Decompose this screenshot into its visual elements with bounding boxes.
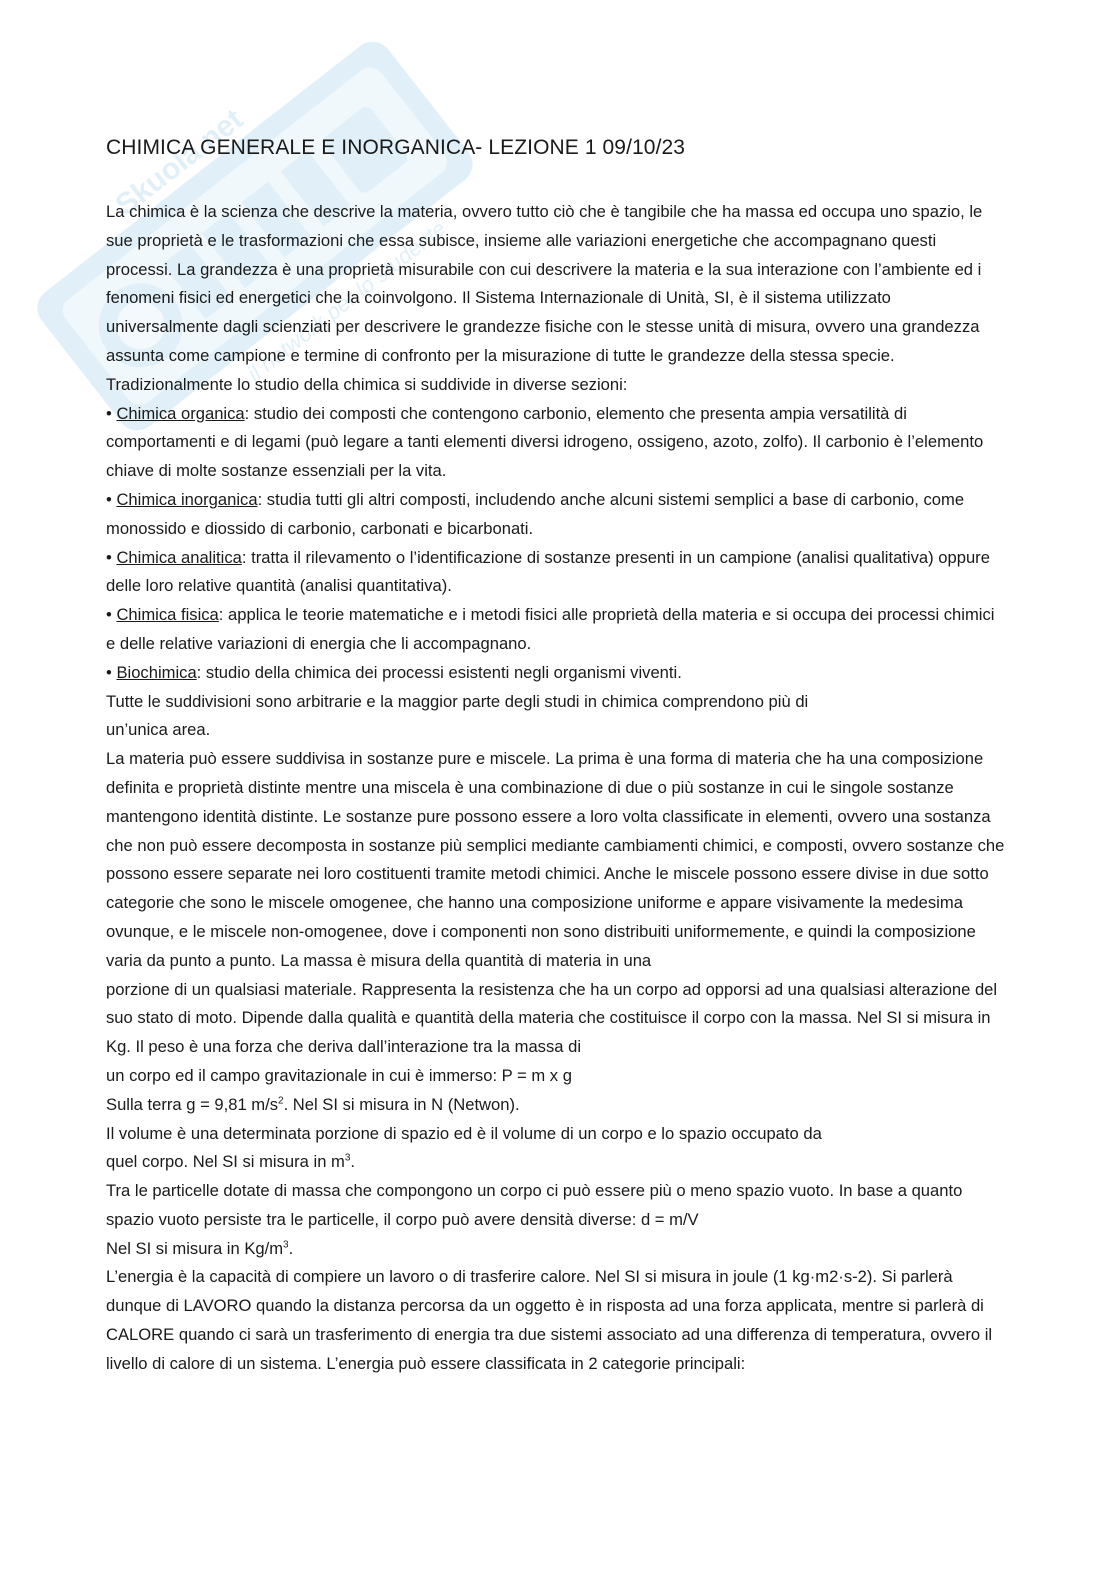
gravity-exponent: 2	[278, 1095, 284, 1107]
gravity-unit-text: . Nel SI si misura in N (Netwon).	[283, 1094, 520, 1114]
list-item-term: Chimica analitica	[116, 547, 242, 567]
paragraph-energy: L’energia è la capacità di compiere un lavoro o di trasferire calore. Nel SI si misura in joule (1 kg·m2·s-2). Si parlerà dunque di LAVORO quando la distanza percorsa da un oggetto è in risposta ad una forza applicata, mentre si parlerà di CALORE quando ci sarà un trasferimento di energia tra due sistemi associato ad una differenza di temperatura, ovvero il livello di calore di un sistema. L’energia può essere classificata in 2 categorie principali:	[106, 1267, 993, 1373]
list-item	[106, 544, 1006, 602]
paragraph-density: Tra le particelle dotate di massa che compongono un corpo ci può essere più o meno spazio vuoto. In base a quanto spazio vuoto persiste tra le particelle, il corpo può avere densità diverse: d = m/V	[106, 1181, 963, 1229]
density-exponent: 3	[283, 1239, 289, 1251]
watermark-brand: Skuola.net	[109, 102, 250, 223]
gravity-text: Sulla terra g = 9,81 m/s	[106, 1094, 279, 1114]
paragraph-sections-intro: Tradizionalmente lo studio della chimica si suddivide in diverse sezioni:	[106, 374, 628, 394]
volume-exponent: 3	[344, 1152, 351, 1164]
paragraph-subdivisions: Tutte le suddivisioni sono arbitrarie e la maggior parte degli studi in chimica comprendono più di	[106, 691, 809, 711]
list-item-term: Chimica organica	[116, 403, 245, 423]
volume-unit-text: quel corpo. Nel SI si misura in m	[106, 1152, 345, 1172]
paragraph-volume: Il volume è una determinata porzione di spazio ed è il volume di un corpo e lo spazio occupato da	[106, 1123, 822, 1143]
paragraph-subdivisions-end: un’unica area.	[106, 720, 211, 740]
bullet: •	[106, 403, 112, 423]
list-item	[106, 486, 1006, 544]
list-item	[106, 601, 1006, 659]
list-item-text: : studio della chimica dei processi esistenti negli organismi viventi.	[196, 662, 682, 682]
document-body	[106, 198, 1006, 1379]
bullet: •	[106, 489, 112, 509]
list-item-text: : tratta il rilevamento o l’identificazione di sostanze presenti in un campione (analisi qualitativa) oppure delle loro relative quantità (analisi quantitativa).	[106, 547, 990, 596]
paragraph-weight-formula: un corpo ed il campo gravitazionale in cui è immerso: P = m x g	[106, 1065, 572, 1085]
volume-unit-end: .	[350, 1152, 356, 1172]
list-item-text: : studia tutti gli altri composti, includendo anche alcuni sistemi semplici a base di carbonio, come monossido e diossido di carbonio, carbonati e bicarbonati.	[106, 489, 965, 538]
paragraph-matter: La materia può essere suddivisa in sostanze pure e miscele. La prima è una forma di materia che ha una composizione definita e proprietà distinte mentre una miscela è una combinazione di due o più sostanze in cui le singole sostanze mantengono identità distinte. Le sostanze pure possono essere a loro volta classificate in elementi, ovvero una sostanza che non può essere decomposta in sostanze più semplici mediante cambiamenti chimici, e composti, ovvero sostanze che possono essere separate nei loro costituenti tramite metodi chimici. Anche le miscele possono essere divise in due sotto categorie che sono le miscele omogenee, che hanno una composizione uniforme e appare visivamente la medesima ovunque, e le miscele non-omogenee, dove i componenti non sono distribuiti uniformemente, e quindi la composizione varia da punto a punto. La massa è misura della quantità di materia in una	[106, 749, 1005, 970]
density-unit-end: .	[288, 1238, 294, 1258]
paragraph-density-unit	[106, 1235, 1006, 1264]
list-item-text: : applica le teorie matematiche e i metodi fisici alle proprietà della materia e si occupa dei processi chimici e delle relative variazioni di energia che li accompagnano.	[106, 605, 995, 653]
paragraph-mass: porzione di un qualsiasi materiale. Rappresenta la resistenza che ha un corpo ad opporsi ad una qualsiasi alterazione del suo stato di moto. Dipende dalla qualità e quantità della materia che costituisce il corpo con la massa. Nel SI si misura in Kg. Il peso è una forza che deriva dall’interazione tra la massa di	[106, 979, 998, 1057]
list-item	[106, 659, 1006, 688]
list-item-term: Chimica fisica	[116, 605, 219, 625]
bullet: •	[106, 662, 112, 682]
page-title: CHIMICA GENERALE E INORGANICA- LEZIONE 1 09/10/23	[106, 136, 686, 159]
bullet: •	[106, 605, 112, 625]
list-item-term: Chimica inorganica	[116, 489, 258, 509]
list-item-term: Biochimica	[116, 662, 197, 682]
paragraph-intro: La chimica è la scienza che descrive la materia, ovvero tutto ciò che è tangibile che ha massa ed occupa uno spazio, le sue proprietà e le trasformazioni che essa subisce, insieme alle variazioni energetiche che accompagnano questi processi. La grandezza è una proprietà misurabile con cui descrivere la materia e la sua interazione con l’ambiente ed i fenomeni fisici ed energetici che la coinvolgono. Il Sistema Internazionale di Unità, SI, è il sistema utilizzato universalmente dagli scienziati per descrivere le grandezze fisiche con le stesse unità di misura, ovvero una grandezza assunta come campione e termine di confronto per la misurazione di tutte le grandezze della stessa specie.	[106, 202, 983, 365]
list-item	[106, 400, 1006, 486]
list-item-text: : studio dei composti che contengono carbonio, elemento che presenta ampia versatilità di comportamenti e di legami (può legare a tanti elementi diversi idrogeno, ossigeno, azoto, zolfo). Il carbonio è l’elemento chiave di molte sostanze essenziali per la vita.	[106, 403, 984, 481]
paragraph-volume-unit	[106, 1148, 1006, 1177]
watermark-tagline: il network per lo studente	[242, 215, 451, 387]
density-unit-text: Nel SI si misura in Kg/m	[106, 1238, 284, 1258]
bullet: •	[106, 547, 112, 567]
paragraph-gravity	[106, 1091, 1006, 1120]
